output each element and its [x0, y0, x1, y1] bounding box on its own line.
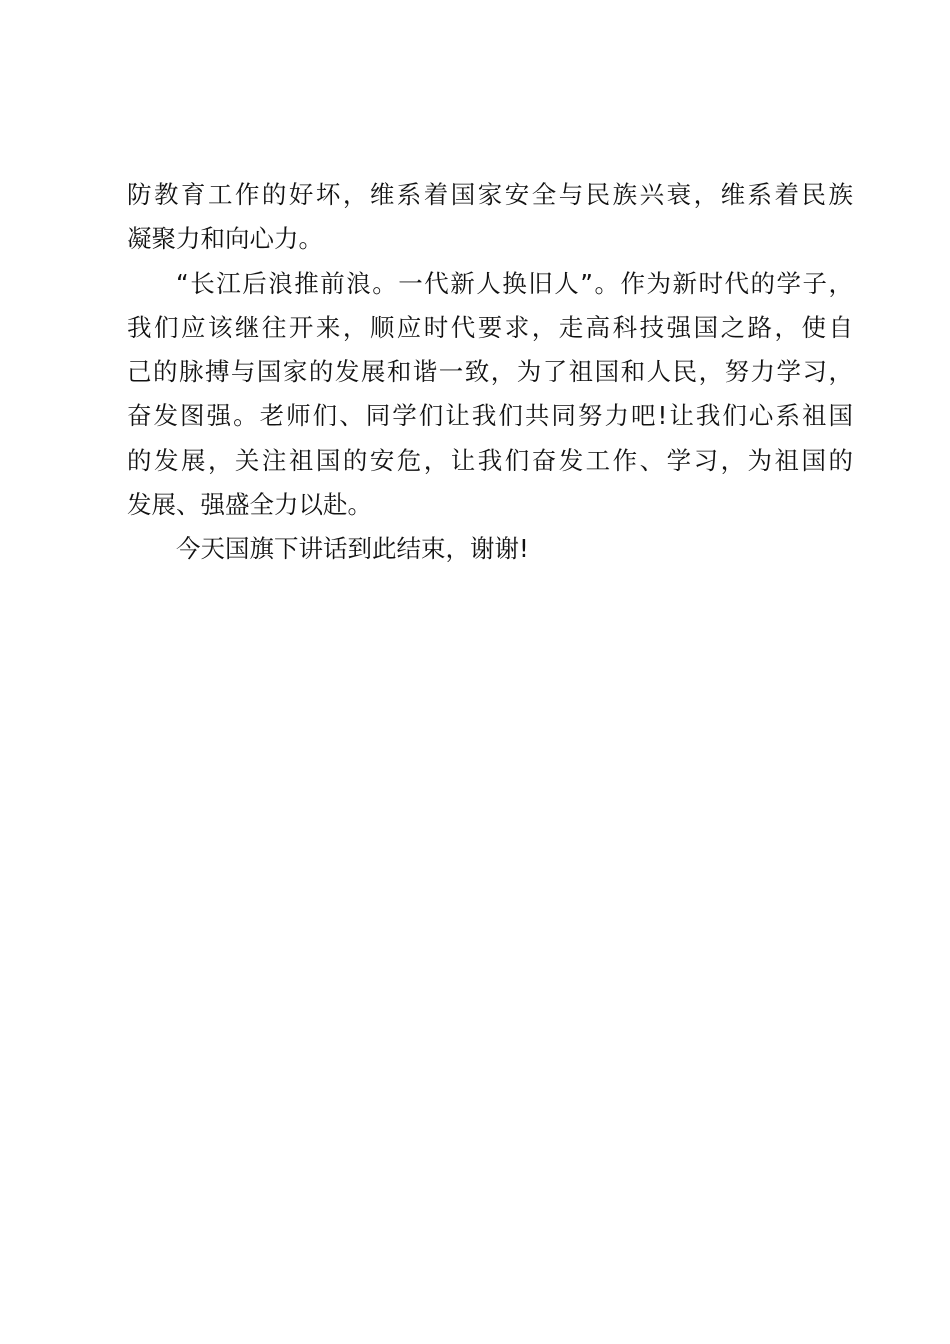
document-body: [127, 173, 853, 572]
text-line: 奋发图强。老师们、同学们让我们共同努力吧!让我们心系祖国: [127, 401, 853, 431]
paragraph-3: [127, 527, 853, 571]
text-line: 发展、强盛全力以赴。: [127, 490, 372, 520]
text-line: 我们应该继往开来，顺应时代要求，走高科技强国之路，使自: [127, 312, 853, 342]
text-line: 防教育工作的好坏，维系着国家安全与民族兴衰，维系着民族: [127, 180, 853, 209]
paragraph-2: [127, 262, 853, 528]
text-line: 己的脉搏与国家的发展和谐一致，为了祖国和人民，努力学习，: [127, 357, 853, 387]
text-line: 的发展，关注祖国的安危，让我们奋发工作、学习，为祖国的: [127, 445, 853, 475]
paragraph-1: [127, 173, 853, 262]
text-line: 凝聚力和向心力。: [127, 224, 323, 254]
text-line: 今天国旗下讲话到此结束，谢谢!: [176, 534, 529, 564]
text-line: “长江后浪推前浪。一代新人换旧人”。作为新时代的学子，: [176, 268, 853, 298]
